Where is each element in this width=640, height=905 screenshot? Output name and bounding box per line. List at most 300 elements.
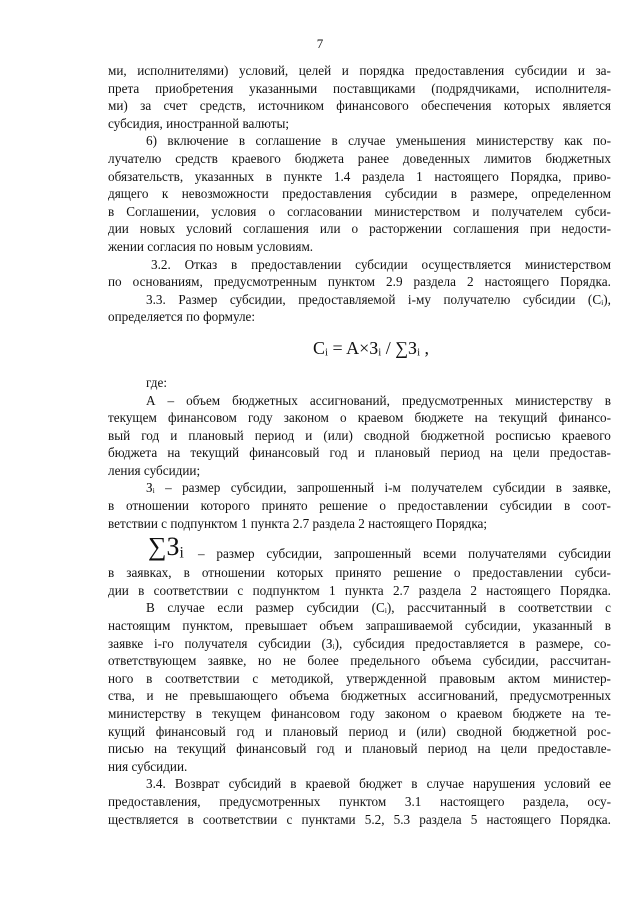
word: указанными xyxy=(249,80,318,96)
word: 1 xyxy=(416,168,423,184)
word: если xyxy=(217,600,244,616)
word: Возврат xyxy=(174,776,220,792)
line-text: субсидия, иностранной валюты; xyxy=(108,115,290,131)
word: краевой xyxy=(305,776,351,792)
word: субсидии xyxy=(522,291,576,307)
text-line xyxy=(108,515,611,533)
text-line xyxy=(108,462,611,480)
text-line xyxy=(108,793,611,811)
sum-definition-first-line xyxy=(198,545,611,563)
paragraph-3-2 xyxy=(108,256,611,291)
word: не xyxy=(165,688,179,704)
line-text: определяется по формуле: xyxy=(108,309,256,325)
word: – xyxy=(167,392,175,408)
word: и xyxy=(398,723,406,739)
text-line xyxy=(108,582,611,600)
text-line xyxy=(108,291,611,309)
word: 6) xyxy=(146,133,157,149)
word: Порядка. xyxy=(560,274,611,290)
text-line xyxy=(108,392,611,410)
word: (Cᵢ), xyxy=(587,291,611,307)
word: 5.3 xyxy=(393,811,411,827)
paragraph-definition-zi xyxy=(108,479,611,532)
word: размер xyxy=(216,546,255,562)
word: приво- xyxy=(573,168,611,184)
word: предостав- xyxy=(549,445,611,461)
text-line xyxy=(108,273,611,291)
word: 5 xyxy=(470,811,478,827)
word: объем xyxy=(186,392,221,408)
word: порядка xyxy=(359,63,405,78)
paragraph-conditions-continuation xyxy=(108,62,611,132)
word: ассигнований, xyxy=(418,688,499,704)
word: настоящего xyxy=(486,811,551,827)
paragraph-3-4 xyxy=(108,775,611,828)
word: А xyxy=(146,392,156,408)
word: раздела xyxy=(418,582,462,598)
word: размере, xyxy=(535,635,584,651)
word: лучателю xyxy=(108,150,162,166)
word: настоящего xyxy=(486,582,551,598)
word: Отказ xyxy=(184,256,218,272)
word: министерством xyxy=(524,256,611,272)
word: которых xyxy=(503,98,551,114)
word: в xyxy=(604,392,611,408)
word: источником xyxy=(258,98,324,114)
word: указанных xyxy=(194,168,255,184)
word: предоставлении xyxy=(472,565,563,581)
word: но xyxy=(257,653,272,669)
text-line xyxy=(108,811,611,829)
word: с xyxy=(237,582,244,598)
text-line xyxy=(108,132,611,150)
word: в xyxy=(108,498,115,514)
word: предусмотренных xyxy=(219,793,321,809)
word: предусмотренных xyxy=(509,688,611,704)
word: получателя xyxy=(184,635,248,651)
word: текущий xyxy=(498,410,548,426)
word: случае xyxy=(348,133,386,149)
word: министер- xyxy=(552,670,611,686)
text-line xyxy=(108,220,611,238)
paragraph-definition-sum xyxy=(108,564,611,599)
text-line xyxy=(108,80,611,98)
word: ществляется xyxy=(108,811,179,827)
word: получателями xyxy=(468,546,547,562)
text-line xyxy=(108,705,611,723)
word: i-му xyxy=(407,291,431,307)
word: субсидий xyxy=(228,776,282,792)
word: финансовом xyxy=(271,706,340,721)
word: соглашение xyxy=(255,133,322,149)
text-line xyxy=(108,497,611,515)
word: с xyxy=(252,670,259,686)
word: условия xyxy=(211,203,257,219)
word: основаниям, xyxy=(132,274,203,290)
word: министерством xyxy=(374,203,461,219)
word: (Зᵢ), xyxy=(321,635,343,651)
word: субсидии xyxy=(499,498,553,514)
word: цели xyxy=(500,741,528,757)
word: которых xyxy=(276,565,324,581)
text-line xyxy=(108,238,611,256)
word: в xyxy=(146,670,153,686)
word: субсидии xyxy=(306,600,359,616)
word: вый xyxy=(108,427,131,443)
word: является xyxy=(562,98,611,114)
word: принято xyxy=(261,498,308,514)
word: размер xyxy=(255,600,294,616)
word: текущем xyxy=(108,410,157,426)
word: ства, xyxy=(108,688,135,704)
word: 2 xyxy=(470,582,477,598)
word: финансовый xyxy=(236,741,307,757)
word: расторжении xyxy=(369,221,443,237)
word: период xyxy=(348,723,389,739)
document-body xyxy=(108,62,611,828)
word: как xyxy=(564,133,583,149)
word: соглашения xyxy=(243,221,309,237)
word: с xyxy=(286,811,293,827)
word: рос- xyxy=(587,723,611,739)
word: определенном xyxy=(531,186,611,202)
word: доведенных xyxy=(402,150,471,166)
word: предоставлении xyxy=(397,498,488,514)
word: объем xyxy=(319,618,354,634)
word: в xyxy=(499,600,506,616)
word: актом xyxy=(507,670,541,686)
line-text: жении согласия по новым условиям. xyxy=(108,238,314,254)
word: рассчитанный xyxy=(407,600,487,616)
text-line xyxy=(108,775,611,793)
word: министерству xyxy=(108,706,186,721)
word: субсидии, xyxy=(266,546,323,562)
word: Соглашении, xyxy=(126,203,200,219)
word: бюджетных xyxy=(545,150,611,166)
text-line xyxy=(108,617,611,635)
word: 2 xyxy=(466,274,474,290)
word: соответствии xyxy=(153,582,229,598)
text-line xyxy=(108,687,611,705)
word: согласовании xyxy=(287,203,363,219)
word: предусмотренным xyxy=(213,274,317,290)
word: предусмотренных xyxy=(401,392,504,408)
word: бюджетной xyxy=(420,427,485,443)
word: получателем xyxy=(411,480,483,496)
word: заявках, xyxy=(126,565,172,581)
word: всеми xyxy=(422,546,457,562)
word: текущем xyxy=(212,706,261,721)
word: субси- xyxy=(574,203,611,219)
word: невозможности xyxy=(181,186,269,202)
word: о xyxy=(379,498,387,514)
word: на xyxy=(489,445,503,461)
word: отношении xyxy=(201,565,265,581)
word: о xyxy=(268,203,276,219)
word: в xyxy=(108,203,115,219)
word: пунктом xyxy=(327,274,376,290)
word: уменьшения xyxy=(395,133,466,149)
word: 2.9 xyxy=(386,274,403,290)
word: текущий xyxy=(190,445,240,461)
text-line xyxy=(108,635,611,653)
word: 2.7 xyxy=(392,582,410,598)
word: субсидии, xyxy=(482,653,539,669)
text-line xyxy=(108,203,611,221)
word: на xyxy=(154,741,168,757)
text-line xyxy=(108,670,611,688)
word: целей xyxy=(298,63,332,78)
word: плановый xyxy=(362,741,418,757)
word: соответствии xyxy=(165,670,240,686)
word: о xyxy=(340,410,347,426)
word: раздела xyxy=(413,274,456,290)
word: субсидии xyxy=(258,635,311,651)
word: период xyxy=(427,741,468,757)
word: Порядка. xyxy=(560,582,611,598)
word: ми) xyxy=(108,98,128,114)
word: в xyxy=(138,582,145,598)
word: указанный xyxy=(532,618,593,634)
word: отношении xyxy=(125,498,189,514)
word: В xyxy=(146,600,155,616)
word: дии xyxy=(108,582,129,598)
word: запрошенный xyxy=(296,480,375,496)
line-text: ления субсидии; xyxy=(108,462,201,478)
word: (или) xyxy=(416,723,446,739)
word: обеспечения xyxy=(421,98,492,114)
paragraph-definition-a xyxy=(108,392,611,480)
word: на xyxy=(474,410,488,426)
word: субсидии, xyxy=(464,618,521,634)
word: соответствии xyxy=(517,600,593,616)
word: пунктом xyxy=(339,793,387,809)
word: 5.2, xyxy=(364,811,385,827)
word: запрошенный xyxy=(334,546,412,562)
word: не xyxy=(282,653,296,669)
word: новых xyxy=(139,221,176,237)
word: с xyxy=(605,600,611,616)
word: пунктами xyxy=(301,811,356,827)
word: предоставлении xyxy=(251,256,342,272)
word: в xyxy=(238,133,246,149)
word: поставщиками xyxy=(332,80,416,96)
word: настоящим xyxy=(108,618,171,634)
word: писью xyxy=(108,741,144,757)
word: соглашения xyxy=(453,221,519,237)
word: цели xyxy=(513,445,540,461)
word: размер xyxy=(182,480,221,496)
word: субсидии xyxy=(514,63,568,78)
word: министерству xyxy=(515,392,593,408)
word: 1.4 xyxy=(333,168,351,184)
word: бюджет xyxy=(359,776,403,792)
word: средств xyxy=(175,150,218,166)
word: ного xyxy=(108,670,134,686)
text-line xyxy=(108,409,611,427)
text-line xyxy=(108,256,611,274)
word: по xyxy=(108,274,122,290)
word: заявке xyxy=(108,635,144,651)
word: которого xyxy=(200,498,250,514)
word: (подрядчиками, xyxy=(431,80,520,96)
text-line xyxy=(108,308,611,326)
word: в xyxy=(187,811,194,827)
word: год xyxy=(141,427,160,443)
word: утвержденной xyxy=(346,670,427,686)
word: превышающего xyxy=(189,688,278,704)
text-line xyxy=(108,97,611,115)
word: более xyxy=(307,653,339,669)
word: субсидии, xyxy=(230,480,287,496)
word: в xyxy=(411,776,418,792)
word: в xyxy=(563,498,571,514)
word: бюджета xyxy=(294,150,344,166)
text-line xyxy=(108,168,611,186)
where-label: где: xyxy=(146,374,167,390)
word: в xyxy=(518,635,526,651)
word: финансовый xyxy=(155,723,226,739)
word: средств, xyxy=(199,98,246,114)
word: раздела xyxy=(362,168,405,184)
word: получателем xyxy=(491,203,563,219)
word: году xyxy=(350,706,375,721)
word: на xyxy=(477,741,491,757)
word: дии xyxy=(108,221,129,237)
word: период xyxy=(440,445,480,461)
word: Зᵢ xyxy=(146,480,155,496)
word: за xyxy=(140,98,152,114)
word: случае xyxy=(167,600,205,616)
word: Порядка, xyxy=(510,168,562,184)
word: законом xyxy=(283,410,329,426)
word: бюджетных xyxy=(232,392,298,408)
word: размере, xyxy=(470,186,518,202)
page-number: 7 xyxy=(316,36,324,51)
text-line xyxy=(108,564,611,582)
word: раздела xyxy=(419,811,462,827)
word: на xyxy=(167,445,181,461)
word: бюджете xyxy=(414,410,464,426)
word: исполнителями) xyxy=(137,63,229,78)
word: и xyxy=(305,427,313,443)
word: и xyxy=(472,203,480,219)
word: настоящего xyxy=(439,793,505,809)
word: решение xyxy=(393,565,442,581)
word: пункте xyxy=(283,168,323,184)
word: Размер xyxy=(178,291,218,307)
sum-definition-line xyxy=(108,532,611,564)
word: (или) xyxy=(323,427,353,443)
word: случае xyxy=(426,776,464,792)
text-line xyxy=(108,652,611,670)
word: настоящего xyxy=(484,274,550,290)
word: субсидии xyxy=(384,186,438,202)
word: бюджетной xyxy=(512,723,577,739)
word: в xyxy=(604,618,611,634)
paragraph-3-3 xyxy=(108,291,611,326)
word: заявке, xyxy=(207,653,247,669)
word: в xyxy=(331,133,338,149)
word: i-м xyxy=(384,480,401,496)
word: о xyxy=(351,221,359,237)
word: краевого xyxy=(231,150,281,166)
word: краевом xyxy=(357,410,404,426)
word: краевого xyxy=(561,427,611,443)
word: за- xyxy=(595,63,611,78)
word: те- xyxy=(594,706,611,721)
word: предоставления, xyxy=(108,793,201,809)
word: осу- xyxy=(587,793,611,809)
word: в xyxy=(183,565,190,581)
word: ответствующем xyxy=(108,653,197,669)
word: плановый xyxy=(374,445,431,461)
word: превышает xyxy=(245,618,308,634)
word: в xyxy=(195,706,202,721)
word: финансовом xyxy=(167,410,237,426)
word: объема xyxy=(431,653,472,669)
word: 3.3. xyxy=(146,291,166,307)
word: субсидии xyxy=(558,546,611,562)
word: заявке, xyxy=(572,480,611,496)
word: пункта xyxy=(344,582,384,598)
text-line xyxy=(108,427,611,445)
word: 3.4. xyxy=(146,776,166,792)
formula-text: Cᵢ = A×Зᵢ / ∑Зᵢ , xyxy=(313,337,430,358)
paragraph-excess-case xyxy=(108,599,611,775)
word: раздела, xyxy=(523,793,569,809)
word: в xyxy=(555,480,562,496)
word: предоставле- xyxy=(537,741,611,757)
word: правовым xyxy=(439,670,496,686)
word: условий xyxy=(544,776,591,792)
word: министерству xyxy=(476,133,554,149)
word: прета xyxy=(108,80,140,96)
word: к xyxy=(161,186,169,202)
word: 1 xyxy=(329,582,336,598)
word: в xyxy=(231,256,238,272)
word: ми, xyxy=(108,63,127,78)
word: и xyxy=(357,445,365,461)
word: в xyxy=(450,186,458,202)
text-line xyxy=(108,479,611,497)
word: субсидия xyxy=(353,635,405,651)
word: о xyxy=(453,565,461,581)
word: осуществляется xyxy=(421,256,512,272)
line-text: ветствии с подпунктом 1 пункта 2.7 раздела 2 настоящего Порядка; xyxy=(108,515,488,531)
word: i-го xyxy=(154,635,174,651)
word: (Cᵢ), xyxy=(371,600,395,616)
word: 3.1 xyxy=(404,793,422,809)
word: запрашиваемой xyxy=(365,618,453,634)
word: бюджета xyxy=(108,445,158,461)
word: при xyxy=(529,221,551,237)
word: и xyxy=(577,63,585,78)
text-line xyxy=(108,758,611,776)
word: и xyxy=(265,723,273,739)
word: в xyxy=(290,776,297,792)
word: счет xyxy=(163,98,188,114)
word: год xyxy=(316,741,335,757)
word: приобретения xyxy=(155,80,234,96)
text-line xyxy=(108,599,611,617)
word: со- xyxy=(594,635,611,651)
subsidy-formula xyxy=(108,326,611,374)
word: лимитов xyxy=(484,150,532,166)
text-line xyxy=(108,150,611,168)
word: условий xyxy=(186,221,233,237)
word: кущий xyxy=(108,723,146,739)
